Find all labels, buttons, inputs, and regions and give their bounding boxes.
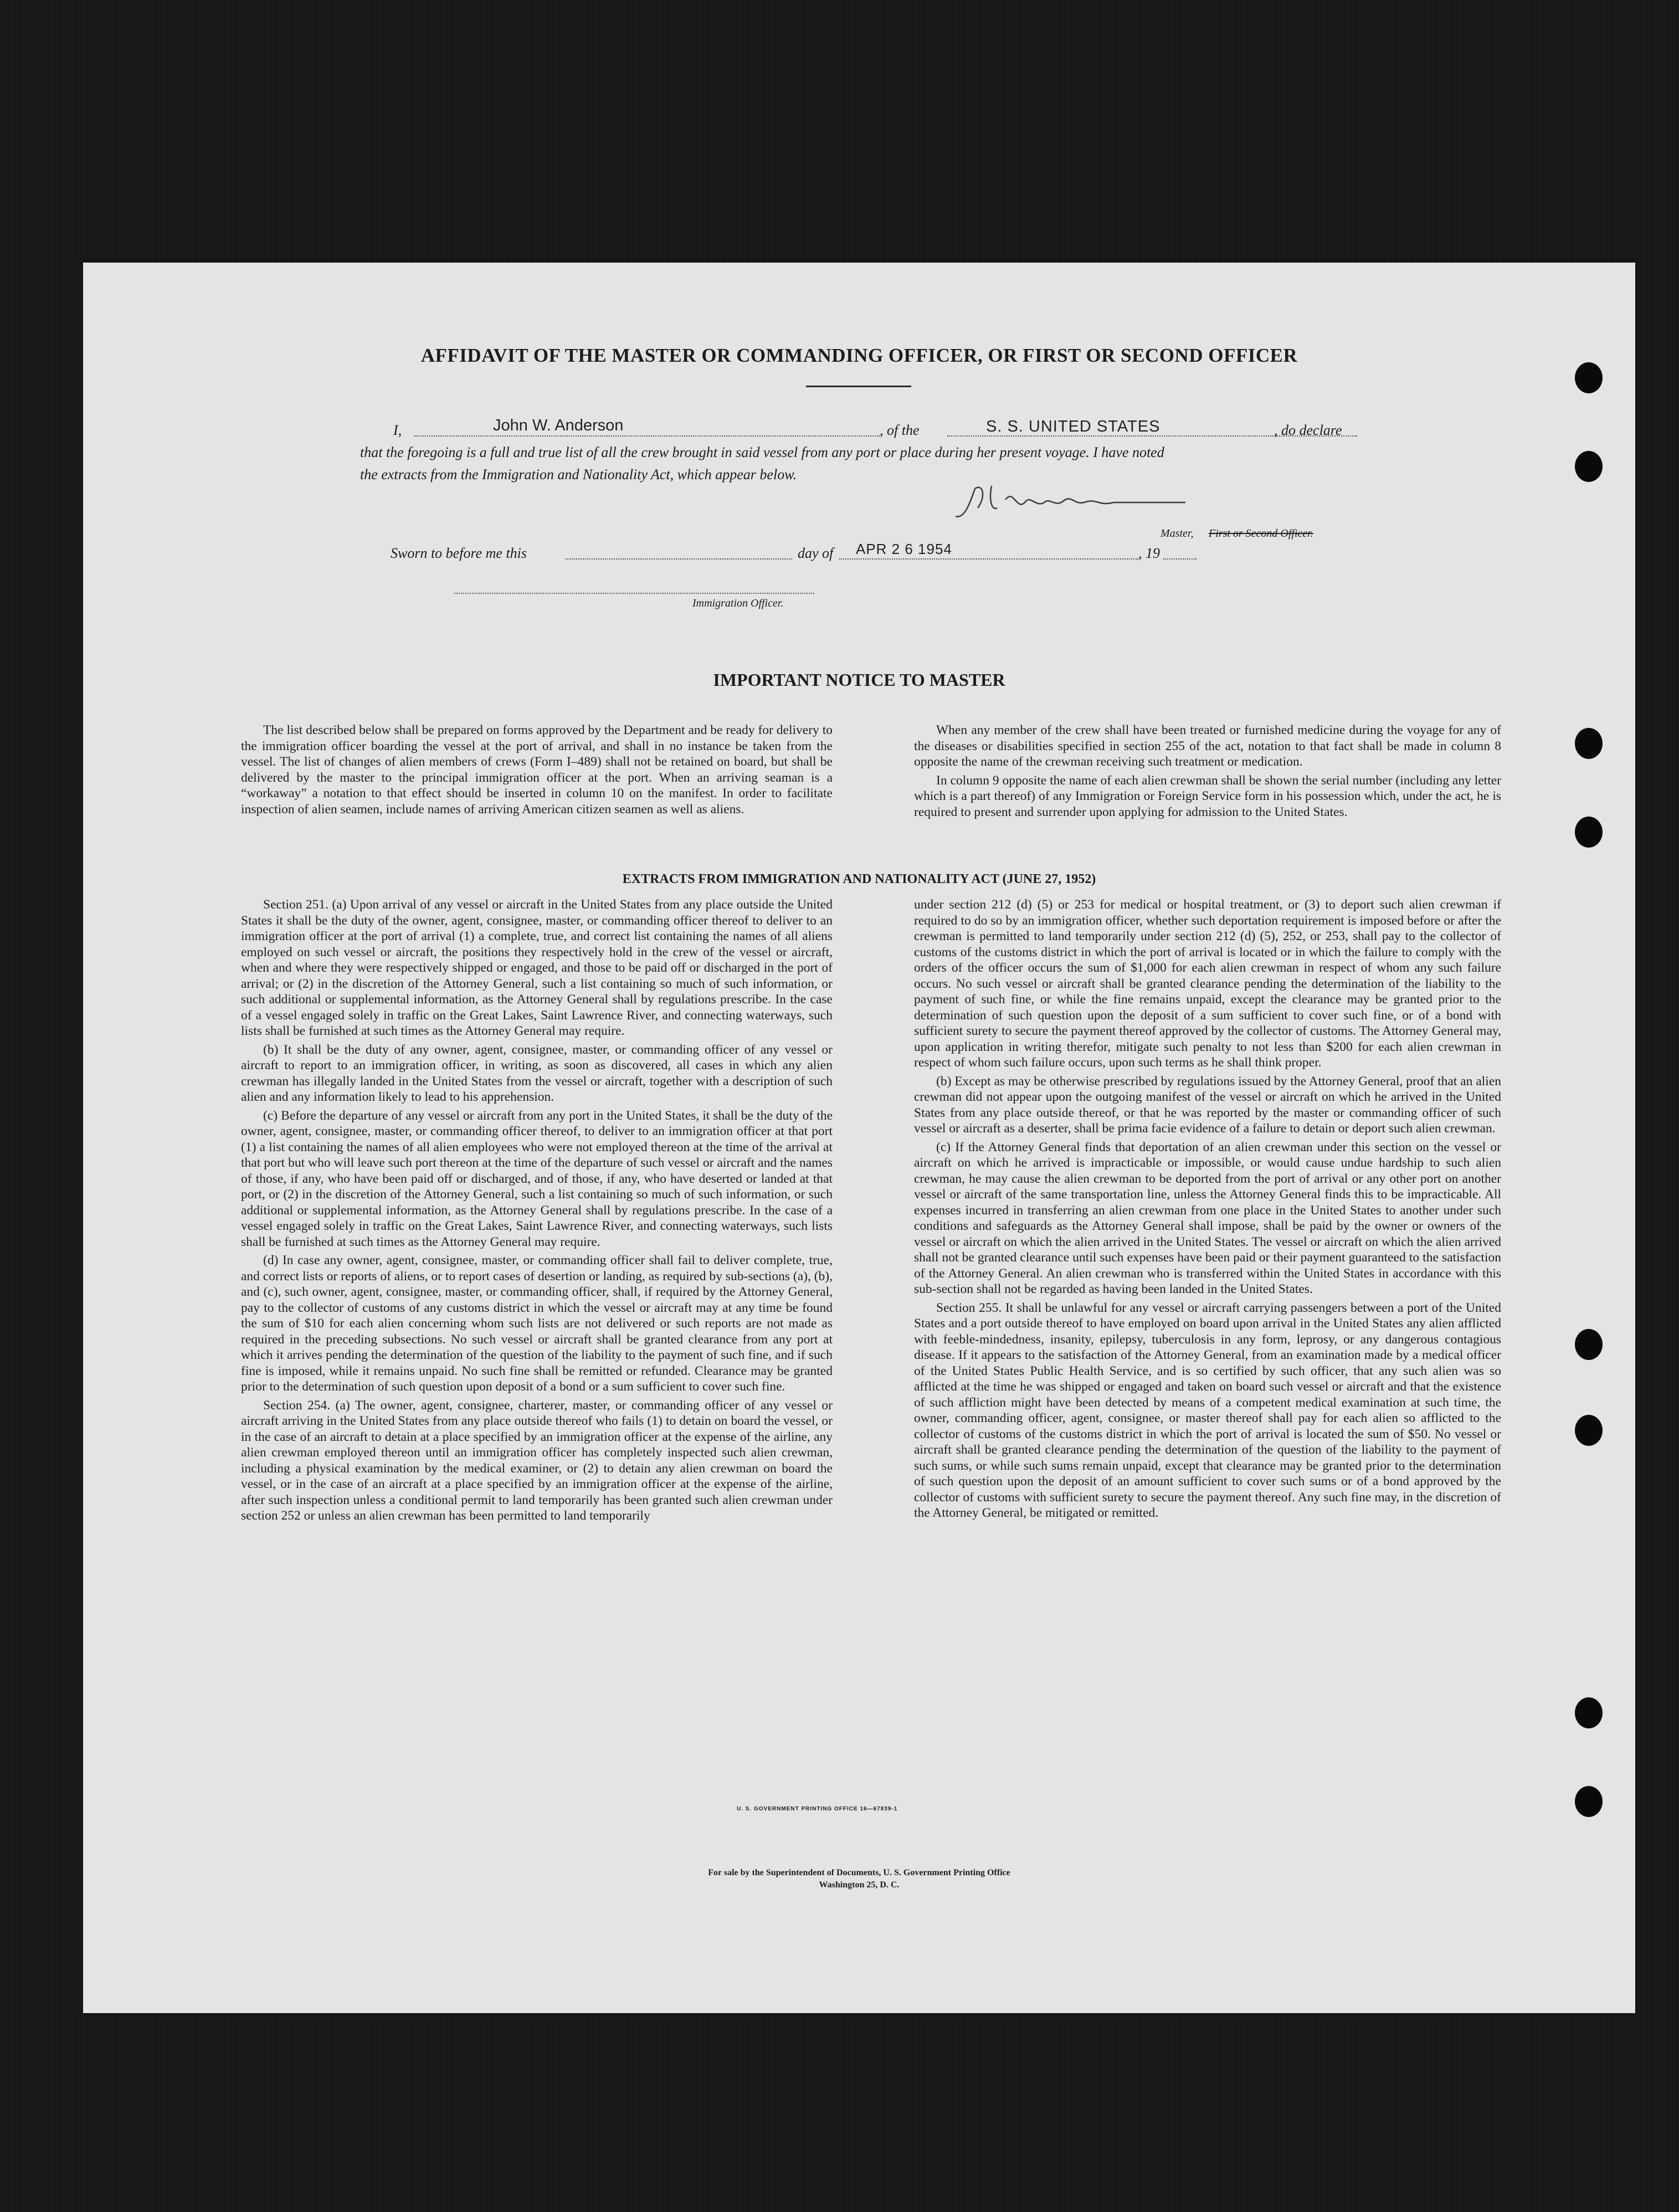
section-paragraph: (b) It shall be the duty of any owner, agent, consignee, master, or commanding officer of any vessel or aircraft to report to an immigration officer, in writing, as soon as discovered, all cases in which any alien crewman has illegally landed in the United States from the vessel or aircraft, together with a description of such alien and any information likely to lead to his apprehension. [241, 1042, 833, 1104]
section-paragraph: (c) If the Attorney General finds that deportation of an alien crewman under this section on the vessel or aircraft on which he arrived is impracticable or impossible, or would cause undue hardship to such alien crewman, he may cause the alien crewman to be deported from the port of arrival or any other port on another vessel or aircraft of the same transportation line, unless the Attorney General finds this to be impracticable. All expenses incurred in transferring an alien crewman from one place in the United States to another under such conditions and safeguards as the Attorney General shall impose, shall be paid by the owner or owners of the vessel or aircraft on which the alien arrived in the United States. The vessel or aircraft on which the alien arrived shall not be granted clearance until such expenses have been paid or their payment guaranteed to the satisfaction of the Attorney General. An alien crewman who is transferred within the United States in accordance with this sub-section shall not be regarded as having been landed in the United States. [914, 1140, 1501, 1296]
notice-left-column [241, 722, 833, 820]
declaration-line: that the foregoing is a full and true list of all the crew brought in said vessel from any port or place during her present voyage. I have noted [360, 444, 1164, 460]
extracts-right-column [914, 897, 1501, 1524]
section-paragraph: (c) Before the departure of any vessel or aircraft from any port in the United States, it shall be the duty of the owner, agent, consignee, master, or commanding officer thereof, to deliver to an immigration officer at that port (1) a list containing the names of all alien employees who were not employed thereon at the time of the arrival at that port but who will leave such port thereon at the time of the departure of such vessel or aircraft and the names of those, if any, who have been paid off or discharged, and of those, if any, who have deserted or landed at that port, or (2) in the discretion of the Attorney General, such a list containing so much of such information, or such additional or supplemental information, as the Attorney General shall by regulations prescribe. In the case of a vessel engaged solely in traffic on the Great Lakes, Saint Lawrence River, and connecting waterways, such lists shall be furnished at such times as the Attorney General may require. [241, 1108, 833, 1249]
notice-paragraph: In column 9 opposite the name of each alien crewman shall be shown the serial number (including any letter which is a part thereof) of any Immigration or Foreign Service form in his possession which, under the act, he is required to present and surrender upon applying for admission to the United States. [914, 773, 1501, 819]
punch-hole [1575, 1415, 1603, 1446]
punch-hole [1575, 362, 1603, 393]
document-page [83, 263, 1635, 2013]
sale-notice: For sale by the Superintendent of Documents, U. S. Government Printing Office [708, 1868, 1010, 1877]
sworn-day-blank [565, 558, 792, 560]
declaration-prefix: I, [393, 422, 402, 438]
gpo-imprint: U. S. GOVERNMENT PRINTING OFFICE 16—67839-1 [737, 1806, 898, 1812]
year-label: , 19 [1138, 545, 1160, 561]
struck-officer-label: First or Second Officer. [1209, 527, 1313, 540]
vessel-name: S. S. UNITED STATES [986, 418, 1161, 435]
name-blank [414, 435, 880, 437]
extracts-left-column [241, 897, 833, 1527]
day-of-label: day of [798, 545, 834, 561]
notice-paragraph: The list described below shall be prepared on forms approved by the Department and be ready for delivery to the immigration officer boarding the vessel at the port of arrival, and shall in no instance be taken from the vessel. The list of changes of alien members of crews (Form I–489) shall not be retained on board, but shall be delivered by the master to the principal immigration officer at the port. When an arriving seaman is a “workaway” a notation to that effect should be inserted in column 10 on the manifest. In order to facilitate inspection of alien seamen, include names of arriving American citizen seamen as well as aliens. [241, 723, 833, 817]
section-paragraph: Section 251. (a) Upon arrival of any vessel or aircraft in the United States from any place outside the United States it shall be the duty of the owner, agent, consignee, master, or commanding officer thereof to deliver to an immigration officer at the port of arrival (1) a complete, true, and correct list containing the names of all aliens employed on such vessel or aircraft, the positions they respectively hold in the crew of the vessel or aircraft, when and where they were respectively shipped or engaged, and those to be paid off or discharged in the port of arrival; or (2) in the discretion of the Attorney General, such a list containing so much of such information, or such additional or supplemental information, as the Attorney General shall by regulations prescribe. In the case of a vessel engaged solely in traffic on the Great Lakes, Saint Lawrence River, and connecting waterways, such lists shall be furnished at such times as the Attorney General may require. [241, 897, 833, 1038]
section-paragraph: (d) In case any owner, agent, consignee, master, or commanding officer shall fail to deliver complete, true, and correct lists or reports of aliens, or to report cases of desertion or landing, as required by sub-sections (a), (b), and (c), such owner, agent, consignee, master, or commanding officer, shall, if required by the Attorney General, pay to the collector of customs of any customs district in which the vessel or aircraft may at any time be found the sum of $10 for each alien concerning whom such lists are not delivered or such reports are not made as required in the preceding subsections. No such vessel or aircraft shall be granted clearance from any port at which it arrives pending the determination of the question of the liability to the payment of such fine, and if such fine is imposed, while it remains unpaid. No such fine shall be remitted or refunded. Clearance may be granted prior to the determination of such question upon deposit of a bond or a sum sufficient to cover such fine. [241, 1253, 833, 1394]
punch-hole [1575, 1697, 1603, 1728]
section-paragraph: under section 212 (d) (5) or 253 for medical or hospital treatment, or (3) to deport such alien crewman if required to do so by an immigration officer, whether such deportation requirement is imposed before or after the crewman is permitted to land temporarily under section 212 (d) (5), 252, or 253, shall pay to the collector of customs of the customs district in which the port of arrival is located or in which the failure to comply with the orders of the officer occurs the sum of $1,000 for each alien crewman in respect of whom any such failure occurs. No such vessel or aircraft shall be granted clearance pending the determination of the liability to the payment of such fine, or while the fine remains unpaid, except the clearance may be granted prior to the determination of such question upon the deposit of a sum sufficient to cover such fine, or of a bond with sufficient surety to secure the payment thereof approved by the collector of customs. The Attorney General may, upon application in writing therefor, mitigate such penalty to not less than $200 for each alien crewman in respect of whom such failure occurs, upon such terms as he shall think proper. [914, 897, 1501, 1070]
immigration-officer-label: Immigration Officer. [692, 597, 784, 609]
affidavit-title: AFFIDAVIT OF THE MASTER OR COMMANDING OFFICER, OR FIRST OR SECOND OFFICER [420, 345, 1298, 366]
punch-hole [1575, 728, 1603, 759]
title-rule [806, 386, 911, 387]
punch-hole [1575, 817, 1603, 848]
date-stamp: APR 2 6 1954 [856, 541, 952, 557]
master-name: John W. Anderson [493, 417, 624, 434]
section-paragraph: Section 254. (a) The owner, agent, consignee, charterer, master, or commanding officer of any vessel or aircraft arriving in the United States from any place outside thereof who fails (1) to detain on board the vessel, or in the case of an aircraft to detain at a place specified by an immigration officer at the expense of the airline, any alien crewman employed thereon until an immigration officer has completely inspected such alien crewman, including a physical examination by the medical examiner, or (2) to detain any alien crewman on board the vessel, or in the case of an aircraft at a place specified by an immigration officer at the expense of the airline, after such inspection unless a conditional permit to land temporarily has been granted such alien crewman under section 252 or unless an alien crewman has been permitted to land temporarily [241, 1398, 833, 1523]
of-the-label: , of the [880, 422, 920, 438]
punch-hole [1575, 1786, 1603, 1817]
sworn-label: Sworn to before me this [391, 545, 527, 561]
master-signature [953, 478, 1185, 522]
punch-hole [1575, 451, 1603, 482]
notice-right-column [914, 722, 1501, 823]
section-paragraph: (b) Except as may be otherwise prescribed by regulations issued by the Attorney General, proof that an alien crewman did not appear upon the outgoing manifest of the vessel or aircraft on which he arrived in the United States from any place outside thereof, or that he was reported by the master or commanding officer of such vessel or aircraft as a deserter, shall be prima facie evidence of a failure to detain or deport such alien crewman. [914, 1074, 1501, 1136]
notice-title: IMPORTANT NOTICE TO MASTER [713, 670, 1005, 690]
notice-paragraph: When any member of the crew shall have been treated or furnished medicine during the voyage for any of the diseases or disabilities specified in section 255 of the act, notation to that fact shall be made in column 8 opposite the name of the crewman receiving such treatment or medication. [914, 723, 1501, 769]
sale-address: Washington 25, D. C. [819, 1880, 900, 1890]
extracts-title: EXTRACTS FROM IMMIGRATION AND NATIONALITY ACT (JUNE 27, 1952) [622, 872, 1096, 886]
year-blank [1163, 558, 1197, 560]
master-label: Master, [1161, 527, 1194, 540]
officer-signature-line [454, 593, 814, 594]
section-paragraph: Section 255. It shall be unlawful for any vessel or aircraft carrying passengers between a port of the United States and a port outside thereof to have employed on board upon arrival in the United States any alien afflicted with feeble-mindedness, insanity, epilepsy, tuberculosis in any form, leprosy, or any dangerous contagious disease. If it appears to the satisfaction of the Attorney General, from an examination made by a medical officer of the United States Public Health Service, and is so certified by such officer, that any such alien was so afflicted at the time he was shipped or engaged and taken on board such vessel or aircraft and that the existence of such affliction might have been detected by means of a competent medical examination at such time, the owner, commanding officer, agent, consignee, or master thereof shall pay for each alien so afflicted to the collector of customs of the customs district in which the port of arrival is located the sum of $50. No vessel or aircraft shall be granted clearance pending the determination of the question of the liability to the payment of such sums, or while such sums remain unpaid, except that clearance may be granted prior to the determination of such question upon the deposit of an amount sufficient to cover such sums or of a bond approved by the collector of customs with sufficient surety to secure the payment thereof. Any such fine may, in the discretion of the Attorney General, be mitigated or remitted. [914, 1300, 1501, 1520]
month-blank [839, 558, 1138, 560]
punch-hole [1575, 1329, 1603, 1360]
declaration-line: the extracts from the Immigration and Nationality Act, which appear below. [360, 466, 797, 483]
declare-label: , do declare [1274, 422, 1342, 438]
